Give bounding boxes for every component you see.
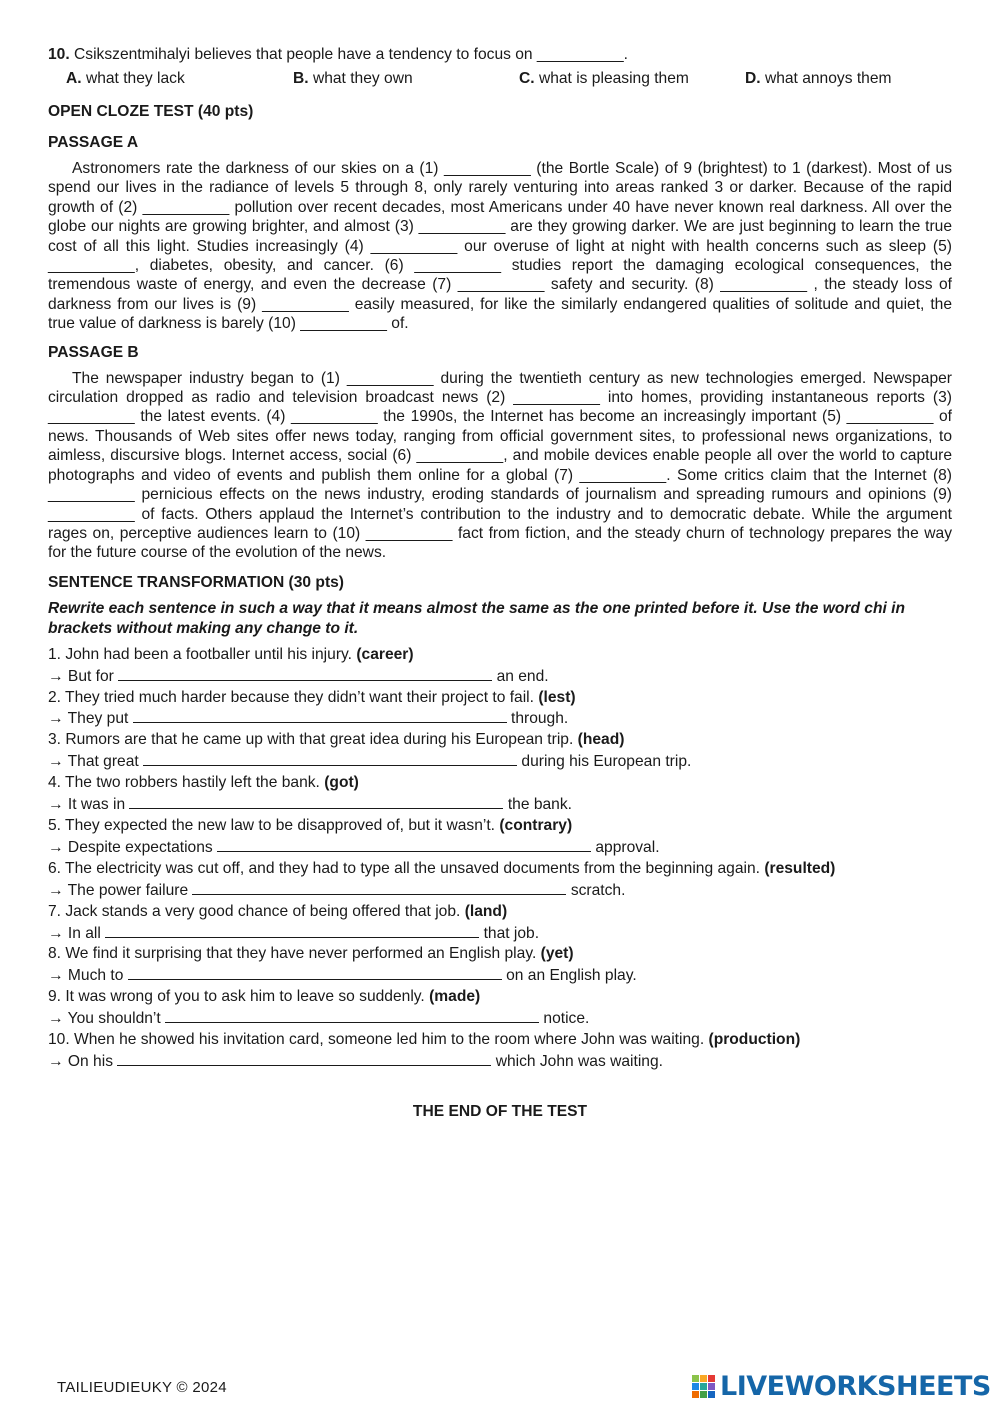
option-a[interactable] — [66, 68, 293, 90]
item-9-sentence — [48, 987, 952, 1008]
item-4-suffix: the bank. — [507, 796, 572, 814]
option-b-letter: B. — [293, 70, 309, 87]
item-3-keyword: (head) — [577, 731, 625, 749]
item-9-prefix: → You shouldn’t — [48, 1010, 161, 1028]
item-7-prefix: → In all — [48, 924, 101, 942]
item-2-prefix: → They put — [48, 710, 129, 728]
item-10-answer — [48, 1051, 952, 1073]
item-3-text: 3. Rumors are that he came up with that great idea during his European trip. — [48, 731, 574, 749]
passage-b-text: The newspaper industry began to (1) __________ during the twentieth century as new technologies emerged. Newspaper circulation dropped as radio and television broadcast news (2) __________ into homes, providing instantaneous reports (3) __________ the latest events. (4) __________ the 1990s, the Internet has become an increasingly important (5) __________ of news. Thousands of Web sites offer news today, ranging from official government sites, to professional news organizations, to aimless, discursive blogs. Internet access, social (6) __________, and mobile devices enable people all over the world to capture photographs and video of events and publish them online for a global (7) __________. Some critics claim that the Internet (8) __________ pernicious effects on the news industry, eroding standards of journalism and spreading rumours and opinions (9) __________ of facts. Others applaud the Internet’s contribution to the industry and to democratic debate. While the argument rages on, perceptive audiences learn to (10) __________ fact from fiction, and the steady churn of technology prepares the way for the future course of the evolution of the news. — [48, 369, 952, 562]
item-8-text: 8. We find it surprising that they have never performed an English play. — [48, 945, 537, 963]
item-9-answer-blank[interactable] — [165, 1008, 539, 1023]
item-10-keyword: (production) — [708, 1031, 801, 1049]
item-7-keyword: (land) — [464, 902, 508, 920]
item-6-suffix: scratch. — [570, 881, 626, 899]
item-6-sentence — [48, 859, 952, 880]
transformation-items — [48, 645, 952, 1073]
item-8-keyword: (yet) — [540, 945, 574, 963]
sentence-transformation-heading: SENTENCE TRANSFORMATION (30 pts) — [48, 573, 344, 591]
liveworksheets-grid-icon — [692, 1374, 716, 1400]
item-1-answer — [48, 666, 952, 688]
item-4-answer-blank[interactable] — [129, 794, 503, 809]
item-10-text: 10. When he showed his invitation card, someone led him to the room where John was waiting. — [48, 1031, 705, 1049]
end-of-test-text: THE END OF THE TEST — [412, 1103, 588, 1120]
item-8-suffix: on an English play. — [506, 967, 637, 985]
question-10 — [48, 44, 952, 66]
item-7-answer — [48, 923, 952, 945]
item-9-text: 9. It was wrong of you to ask him to leave so suddenly. — [48, 988, 425, 1006]
item-10-sentence — [48, 1030, 952, 1051]
item-2-text: 2. They tried much harder because they didn’t want their project to fail. — [48, 688, 534, 706]
item-4-answer — [48, 794, 952, 816]
item-6-text: 6. The electricity was cut off, and they had to type all the unsaved documents from the beginning again. — [48, 859, 760, 877]
item-4-prefix: → It was in — [48, 796, 126, 814]
item-9-suffix: notice. — [543, 1010, 590, 1028]
item-8-answer-blank[interactable] — [128, 965, 502, 980]
item-3-prefix: → That great — [48, 753, 139, 771]
item-2-suffix: through. — [511, 710, 569, 728]
item-10-suffix: which John was waiting. — [495, 1052, 663, 1070]
item-5-keyword: (contrary) — [499, 816, 573, 834]
item-1-prefix: → But for — [48, 667, 114, 685]
item-2-answer-blank[interactable] — [133, 708, 507, 723]
item-10-prefix: → On his — [48, 1052, 113, 1070]
item-8-prefix: → Much to — [48, 967, 124, 985]
item-4-sentence — [48, 773, 952, 794]
passage-b-heading: PASSAGE B — [48, 343, 139, 361]
item-5-prefix: → Despite expectations — [48, 838, 213, 856]
item-8-answer — [48, 965, 952, 987]
transformation-instruction: Rewrite each sentence in such a way that it means almost the same as the one printed before it. Use the word chi in brackets without making any change to it. — [48, 599, 906, 637]
item-1-keyword: (career) — [356, 645, 414, 663]
footer-copyright: TAILIEUDIEUKY © 2024 — [57, 1379, 227, 1396]
item-1-sentence — [48, 645, 952, 666]
item-3-sentence — [48, 730, 952, 751]
question-10-text: Csikszentmihalyi believes that people have a tendency to focus on __________. — [74, 46, 628, 63]
item-1-answer-blank[interactable] — [118, 666, 492, 681]
item-1-suffix: an end. — [496, 667, 549, 685]
item-7-sentence — [48, 902, 952, 923]
item-5-text: 5. They expected the new law to be disapproved of, but it wasn’t. — [48, 816, 496, 834]
item-6-keyword: (resulted) — [764, 859, 836, 877]
item-7-text: 7. Jack stands a very good chance of being offered that job. — [48, 902, 461, 920]
option-a-letter: A. — [66, 70, 82, 87]
open-cloze-heading: OPEN CLOZE TEST (40 pts) — [48, 103, 254, 120]
item-7-suffix: that job. — [483, 924, 540, 942]
item-6-prefix: → The power failure — [48, 881, 189, 899]
item-2-answer — [48, 708, 952, 730]
liveworksheets-logo — [692, 1372, 991, 1402]
option-a-text: what they lack — [85, 70, 185, 87]
option-b-text: what they own — [312, 70, 413, 87]
item-9-keyword: (made) — [429, 988, 481, 1006]
option-c-letter: C. — [519, 70, 535, 87]
option-d[interactable] — [745, 68, 892, 90]
item-3-suffix: during his European trip. — [521, 753, 692, 771]
option-b[interactable] — [293, 68, 519, 90]
item-1-text: 1. John had been a footballer until his injury. — [48, 645, 352, 663]
item-5-answer — [48, 837, 952, 859]
question-10-options — [48, 68, 952, 90]
item-8-sentence — [48, 944, 952, 965]
worksheet-page — [48, 44, 952, 1073]
item-2-keyword: (lest) — [538, 688, 576, 706]
item-6-answer — [48, 880, 952, 902]
item-4-text: 4. The two robbers hastily left the bank. — [48, 774, 320, 792]
passage-a-heading: PASSAGE A — [48, 134, 139, 151]
option-c[interactable] — [519, 68, 745, 90]
item-10-answer-blank[interactable] — [117, 1051, 491, 1066]
option-d-letter: D. — [745, 70, 761, 87]
item-4-keyword: (got) — [324, 774, 359, 792]
item-3-answer — [48, 751, 952, 773]
item-6-answer-blank[interactable] — [192, 880, 566, 895]
item-5-sentence — [48, 816, 952, 837]
passage-a-text: Astronomers rate the darkness of our skies on a (1) __________ (the Bortle Scale) of 9 (brightest) to 1 (darkest). Most of us spend our lives in the radiance of levels 5 through 8, only rarely venturing into areas ranked 3 or darker. Because of the rapid growth of (2) __________ pollution over recent decades, most Americans under 40 have never known real darkness. All over the globe our nights are growing brighter, and almost (3) __________ are they growing darker. We are just beginning to learn the true cost of all this light. Studies increasingly (4) __________ our overuse of light at night with health concerns such as sleep (5) __________, diabetes, obesity, and cancer. (6) __________ studies report the damaging ecological consequences, the tremendous waste of energy, and even the decrease (7) __________ safety and security. (8) __________ , the steady loss of darkness from our lives is (9) __________ easily measured, for like the similarly endangered qualities of solitude and quiet, the true value of darkness is barely (10) __________ of. — [48, 160, 952, 333]
liveworksheets-logo-text: LIVEWORKSHEETS — [720, 1371, 991, 1402]
option-d-text: what annoys them — [764, 70, 892, 87]
item-9-answer — [48, 1008, 952, 1030]
question-10-number: 10. — [48, 46, 70, 63]
option-c-text: what is pleasing them — [538, 70, 689, 87]
item-5-answer-blank[interactable] — [217, 837, 591, 852]
item-2-sentence — [48, 688, 952, 709]
item-5-suffix: approval. — [595, 838, 660, 856]
item-7-answer-blank[interactable] — [105, 923, 479, 938]
item-3-answer-blank[interactable] — [143, 751, 517, 766]
